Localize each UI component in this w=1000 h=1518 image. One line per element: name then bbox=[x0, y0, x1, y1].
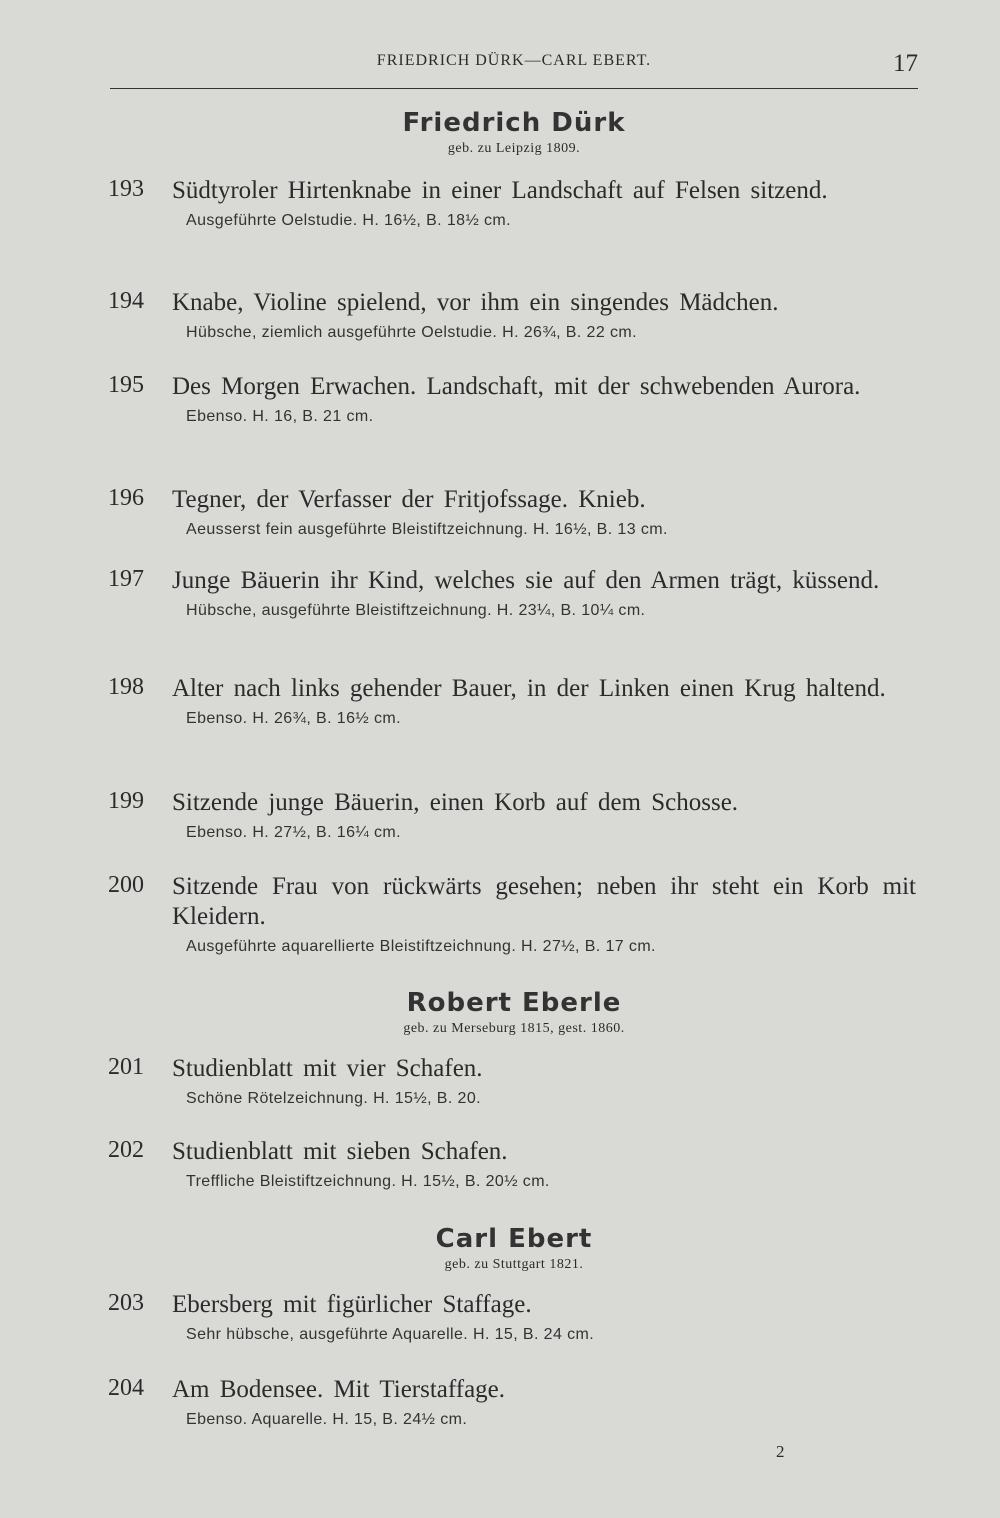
artist-heading bbox=[110, 988, 918, 1037]
entry-number: 204 bbox=[108, 1375, 144, 1401]
entry-title: Südtyroler Hirtenknabe in einer Landschaft auf Felsen sitzend. bbox=[172, 177, 828, 204]
entry-description: Sehr hübsche, ausgeführte Aquarelle. H. 15, B. 24 cm. bbox=[186, 1326, 595, 1343]
entry-description: Aeusserst fein ausgeführte Bleistiftzeichnung. H. 16½, B. 13 cm. bbox=[186, 521, 668, 538]
entry-description: Ebenso. Aquarelle. H. 15, B. 24½ cm. bbox=[186, 1411, 468, 1428]
catalog-entry bbox=[108, 872, 916, 956]
entry-title: Am Bodensee. Mit Tierstaffage. bbox=[172, 1376, 506, 1403]
entry-title: Alter nach links gehender Bauer, in der Linken einen Krug haltend. bbox=[172, 675, 886, 702]
signature-mark: 2 bbox=[776, 1442, 785, 1461]
entry-title: Knabe, Violine spielend, vor ihm ein singendes Mädchen. bbox=[172, 289, 779, 316]
page-number: 17 bbox=[893, 50, 918, 77]
entry-title: Junge Bäuerin ihr Kind, welches sie auf den Armen trägt, küssend. bbox=[172, 567, 880, 594]
entry-number: 193 bbox=[108, 176, 144, 202]
catalog-entry bbox=[108, 485, 916, 539]
entry-number: 202 bbox=[108, 1137, 144, 1163]
catalog-entry bbox=[108, 1137, 916, 1191]
artist-bio: geb. zu Merseburg 1815, gest. 1860. bbox=[403, 1021, 625, 1036]
entry-number: 203 bbox=[108, 1290, 144, 1316]
entry-number: 200 bbox=[108, 872, 144, 898]
entry-title: Ebersberg mit figürlicher Staffage. bbox=[172, 1291, 532, 1318]
entry-number: 195 bbox=[108, 372, 144, 398]
entry-title: Studienblatt mit vier Schafen. bbox=[172, 1055, 483, 1082]
artist-name: Friedrich Dürk bbox=[402, 108, 626, 138]
artist-bio: geb. zu Leipzig 1809. bbox=[447, 141, 581, 156]
entry-description: Ebenso. H. 26¾, B. 16½ cm. bbox=[186, 710, 401, 727]
artist-heading bbox=[110, 1224, 918, 1273]
entry-number: 196 bbox=[108, 485, 144, 511]
catalog-entry bbox=[108, 288, 916, 342]
entry-title: Sitzende junge Bäuerin, einen Korb auf dem Schosse. bbox=[172, 789, 739, 816]
catalog-entry bbox=[108, 176, 916, 230]
catalog-entry bbox=[108, 1290, 916, 1344]
entry-description: Schöne Rötelzeichnung. H. 15½, B. 20. bbox=[186, 1090, 481, 1107]
artist-heading bbox=[110, 108, 918, 157]
entry-number: 199 bbox=[108, 788, 144, 814]
entry-number: 198 bbox=[108, 674, 144, 700]
catalog-entry bbox=[108, 1054, 916, 1108]
entry-title: Des Morgen Erwachen. Landschaft, mit der schwebenden Aurora. bbox=[172, 373, 861, 400]
catalog-entry bbox=[108, 674, 916, 728]
entry-number: 194 bbox=[108, 288, 144, 314]
catalog-entry bbox=[108, 1375, 916, 1429]
catalog-entry bbox=[108, 788, 916, 842]
catalog-entry bbox=[108, 372, 916, 426]
entry-description: Treffliche Bleistiftzeichnung. H. 15½, B. 20½ cm. bbox=[186, 1173, 550, 1190]
entry-description: Hübsche, ziemlich ausgeführte Oelstudie. H. 26¾, B. 22 cm. bbox=[186, 324, 637, 341]
entry-title: Sitzende Frau von rückwärts gesehen; neben ihr steht ein Korb mit Kleidern. bbox=[172, 873, 916, 930]
entry-number: 201 bbox=[108, 1054, 144, 1080]
catalog-entry bbox=[108, 566, 916, 620]
entry-title: Tegner, der Verfasser der Fritjofssage. Knieb. bbox=[172, 486, 646, 513]
entry-description: Hübsche, ausgeführte Bleistiftzeichnung. H. 23¼, B. 10¼ cm. bbox=[186, 602, 646, 619]
artist-bio: geb. zu Stuttgart 1821. bbox=[444, 1257, 584, 1272]
entry-description: Ausgeführte Oelstudie. H. 16½, B. 18½ cm. bbox=[186, 212, 512, 229]
running-head bbox=[110, 52, 918, 89]
entry-description: Ebenso. H. 16, B. 21 cm. bbox=[186, 408, 374, 425]
entry-description: Ausgeführte aquarellierte Bleistiftzeichnung. H. 27½, B. 17 cm. bbox=[186, 938, 656, 955]
running-head-title: FRIEDRICH DÜRK—CARL EBERT. bbox=[376, 52, 652, 69]
artist-name: Robert Eberle bbox=[406, 988, 622, 1018]
entry-description: Ebenso. H. 27½, B. 16¼ cm. bbox=[186, 824, 401, 841]
entry-title: Studienblatt mit sieben Schafen. bbox=[172, 1138, 508, 1165]
entry-number: 197 bbox=[108, 566, 144, 592]
artist-name: Carl Ebert bbox=[435, 1224, 593, 1254]
